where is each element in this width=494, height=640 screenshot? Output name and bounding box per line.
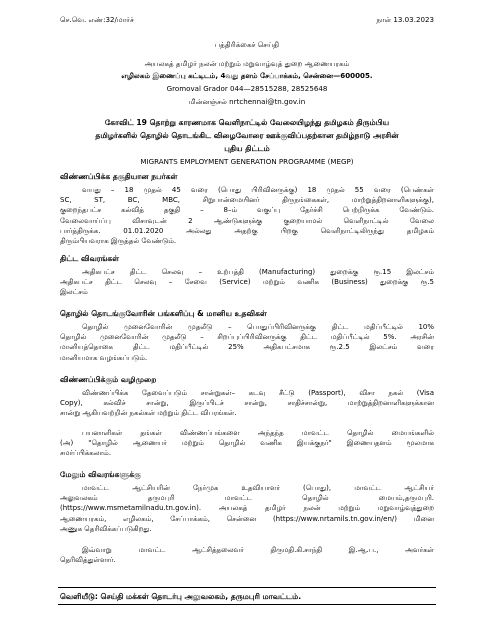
text-line: பயனாளிகள் தங்கள் விண்ணப்பங்களை அந்தந்த மாவட்ட தொழில் மையங்களில் — [82, 429, 434, 437]
office-phone: Gromoval Grador 044—28515288, 28525648 — [166, 84, 328, 93]
text-line: (அ) "தொழில் ஆணையர் மற்றும் தொழில் வணிக இயக்குநர்" இணையதளம் மூலமாக — [60, 439, 434, 448]
share-paragraph — [60, 322, 434, 363]
share-heading: தொழில் தொடங்குவோரின் பங்களிப்பு & மானிய உதவிகள் — [60, 309, 267, 318]
text-line: மானியத்தொகை திட்ட மதிப்பீட்டில் 25% அதிகபட்சமாக ரூ.2.5 இலட்சம் வரை — [60, 343, 434, 352]
details-paragraph-2 — [60, 545, 434, 565]
text-line: குறைந்தபட்ச கல்வித் தகுதி – 8–ம் வகுப்பு தேர்ச்சி பெற்றிருக்க வேண்டும். — [60, 206, 434, 215]
text-line: இவ்வாறு மாவட்ட ஆட்சித்தலைவர் திருமதி.கி.சாந்தி இ.ஆ.ப., அவர்கள் — [82, 546, 434, 554]
text-line: தெரிவித்துள்ளார். — [60, 556, 116, 565]
title-line-1: கோவிட் 19 தொற்று காரணமாக வெளிநாட்டில் வேலையிழந்து தமிழகம் திரும்பிய — [104, 118, 390, 127]
details-paragraph-1 — [60, 483, 434, 534]
title-english: MIGRANTS EMPLOYMENT GENERATION PROGRAMME (MEGP) — [140, 157, 354, 166]
office-email: மின்னஞ்சல் nrtchennai@tn.gov.in — [188, 97, 306, 106]
procedure-paragraph-2 — [60, 428, 434, 459]
text-line: வேலைவாய்ப்பு விசாவுடன் 2 ஆண்டுகளுக்கு குறையாமல் வெளிநாட்டில் வேலை — [60, 216, 434, 225]
text-line: அணுக தெரிவிக்கப்படுகிறது. — [60, 524, 152, 533]
text-line: மாவட்ட ஆட்சியரின் நேர்முக உதவியாளர் (பொது), மாவட்ட ஆட்சியர் — [82, 484, 434, 492]
reference-number: செ.வெ. எண்:32/மார்ச் — [60, 15, 134, 24]
eligibility-paragraph — [60, 185, 434, 246]
text-line: (https://www.msmetamilnadu.tn.gov.in). அயலகத் தமிழர் நலன் மற்றும் மறுவாழ்வுத்துறை — [60, 504, 434, 513]
text-line: Copy), கல்விச் சான்று, இருப்பிடச் சான்று, சாதிச்சான்று, மாற்றுத்திறனாளிகளுக்கான — [60, 399, 434, 408]
procedure-paragraph-1 — [60, 388, 434, 419]
text-line: சமர்ப்பிக்கலாம். — [60, 449, 112, 458]
text-line: அலுவலகம் தருமபுரி மாவட்ட தொழில் மையம்,தருமபுரி. — [60, 494, 434, 503]
project-heading: திட்ட விவரங்கள் — [60, 254, 120, 263]
text-line: பார்த்திருக்க. 01.01.2020 அல்லது அதற்கு பிறகு வெளிநாட்டிலிருந்து தமிழகம் — [60, 226, 434, 235]
release-date: நாள் 13.03.2023 — [376, 15, 434, 24]
project-paragraph — [60, 267, 434, 298]
details-heading: மேலும் விவரங்களுக்கு — [60, 470, 141, 479]
text-line: தொழில் முனைவோரின் முதலீடு – சிறப்புப்பிரிவினருக்கு திட்ட மதிப்பீட்டில் 5%. அரசின் — [60, 333, 434, 342]
text-line: ஆணையரகம், எழிலகம், சேப்பாக்கம், சென்னை (https://www.nrtamils.tn.gov.in/en/) மினை — [60, 514, 434, 523]
text-line: அதிகபட்ச திட்ட செலவு – உற்பத்தி (Manufacturing) துறைக்கு ரூ.15 இலட்சம் — [82, 268, 434, 276]
text-line: SC, ST, BC, MBC, சிறுபான்மையினர் திருநங்கைகள், மாற்றுத்திறனாளிகளுக்கு), — [60, 196, 434, 205]
text-line: திரும்பியவராக இருத்தல் வேண்டும். — [60, 237, 177, 246]
text-line: விண்ணப்பிக்க தேவைப்படும் சான்றுகள்– கடவு சீட்டு (Passport), விசா நகல் (Visa — [82, 389, 434, 397]
footer-divider-bottom — [58, 604, 436, 605]
eligibility-heading: விண்ணப்பிக்க தகுதியான நபர்கள் — [60, 172, 178, 181]
document-type: பத்திரிக்கைச் செய்தி — [214, 40, 280, 49]
text-line: சான்று ஆகியவற்றின் நகல்கள் மற்றும் திட்ட விபரங்கள். — [60, 409, 237, 418]
title-line-3: புதிய திட்டம் — [224, 144, 270, 153]
text-line: வயது – 18 முதல் 45 வரை (பொது பிரிவினருக்கு) 18 முதல் 55 வரை (பெண்கள் — [82, 186, 434, 194]
office-name: அயலகத் தமிழர் நலன் மற்றும் மறுவாழ்வுத் துறை ஆணையரகம் — [144, 59, 350, 68]
footer-divider-top — [58, 587, 436, 588]
office-address: எழிலகம் இணைப்பு கட்டிடம், 4வது தளம் சேப்பாக்கம், சென்னை—600005. — [121, 71, 373, 80]
text-line: அதிகபட்ச திட்ட செலவு – சேவை (Service) மற்றும் வணிக (Business) துறைக்கு ரூ.5 — [60, 278, 434, 287]
text-line: தொழில் முனைவோரின் முதலீடு – பொதுப்பிரிவினருக்கு திட்ட மதிப்பீட்டில் 10% — [82, 323, 434, 331]
text-line: மானியமாக வழங்கப்படும். — [60, 353, 148, 362]
title-line-2: தமிழர்களில் தொழில் தொடங்கிட விழைவோரை ஊக்குவிப்பதற்கான தமிழ்நாடு அரசின் — [95, 131, 399, 140]
footer-publisher: வெளியீடு: செய்தி மக்கள் தொடர்பு அலுவலகம், தருமபுரி மாவட்டம். — [60, 592, 302, 601]
procedure-heading: விண்ணப்பிக்கும் வழிமுறை — [60, 375, 157, 384]
text-line: இலட்சம் — [60, 288, 88, 297]
